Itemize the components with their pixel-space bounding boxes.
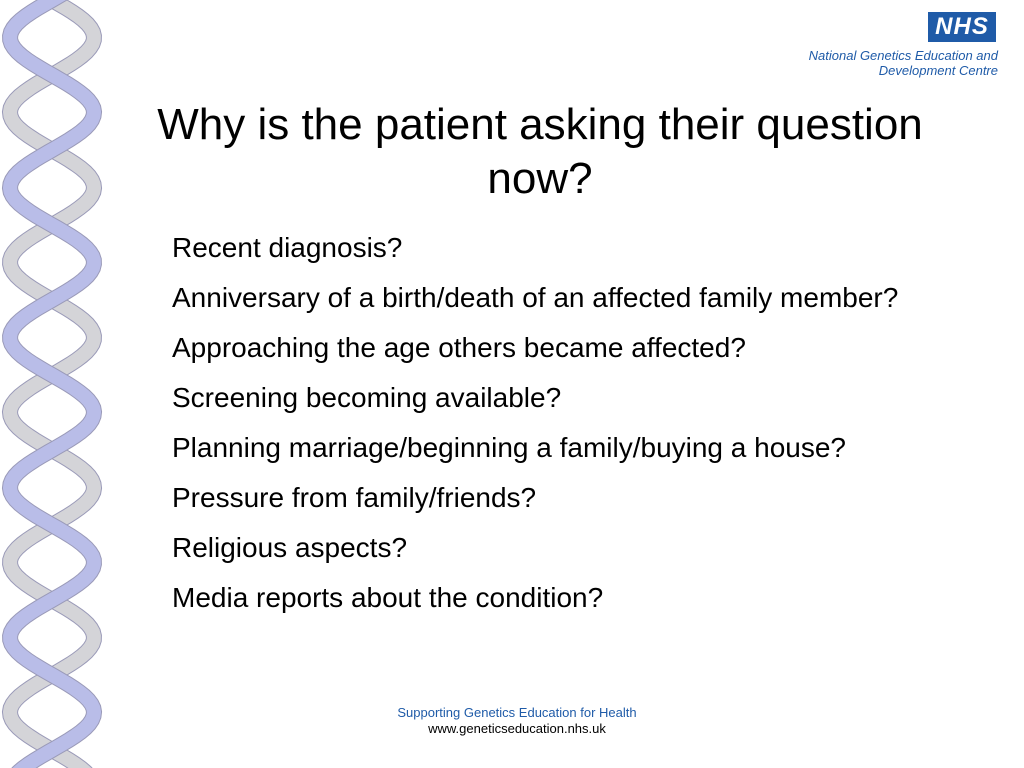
dna-helix-icon [0, 0, 110, 768]
org-name [768, 48, 998, 78]
footer [0, 705, 1024, 737]
bullet-item: Anniversary of a birth/death of an affected family member? [172, 282, 899, 313]
bullet-item: Pressure from family/friends? [172, 482, 537, 513]
nhs-badge: NHS [928, 12, 996, 42]
bullet-item: Approaching the age others became affected? [172, 332, 746, 363]
bullet-item: Planning marriage/beginning a family/buying a house? [172, 432, 846, 463]
bullet-item: Recent diagnosis? [172, 232, 403, 263]
org-name-line2: Development Centre [878, 63, 998, 78]
bullet-list [172, 228, 932, 628]
bullet-item: Religious aspects? [172, 532, 408, 563]
nhs-logo-icon [768, 10, 998, 80]
slide-title: Why is the patient asking their question now? [157, 100, 923, 203]
org-name-line1: National Genetics Education and [808, 48, 998, 63]
bullet-item: Screening becoming available? [172, 382, 562, 413]
bullet-item: Media reports about the condition? [172, 582, 604, 613]
footer-url: www.geneticseducation.nhs.uk [428, 721, 606, 736]
footer-tagline: Supporting Genetics Education for Health [397, 705, 637, 720]
